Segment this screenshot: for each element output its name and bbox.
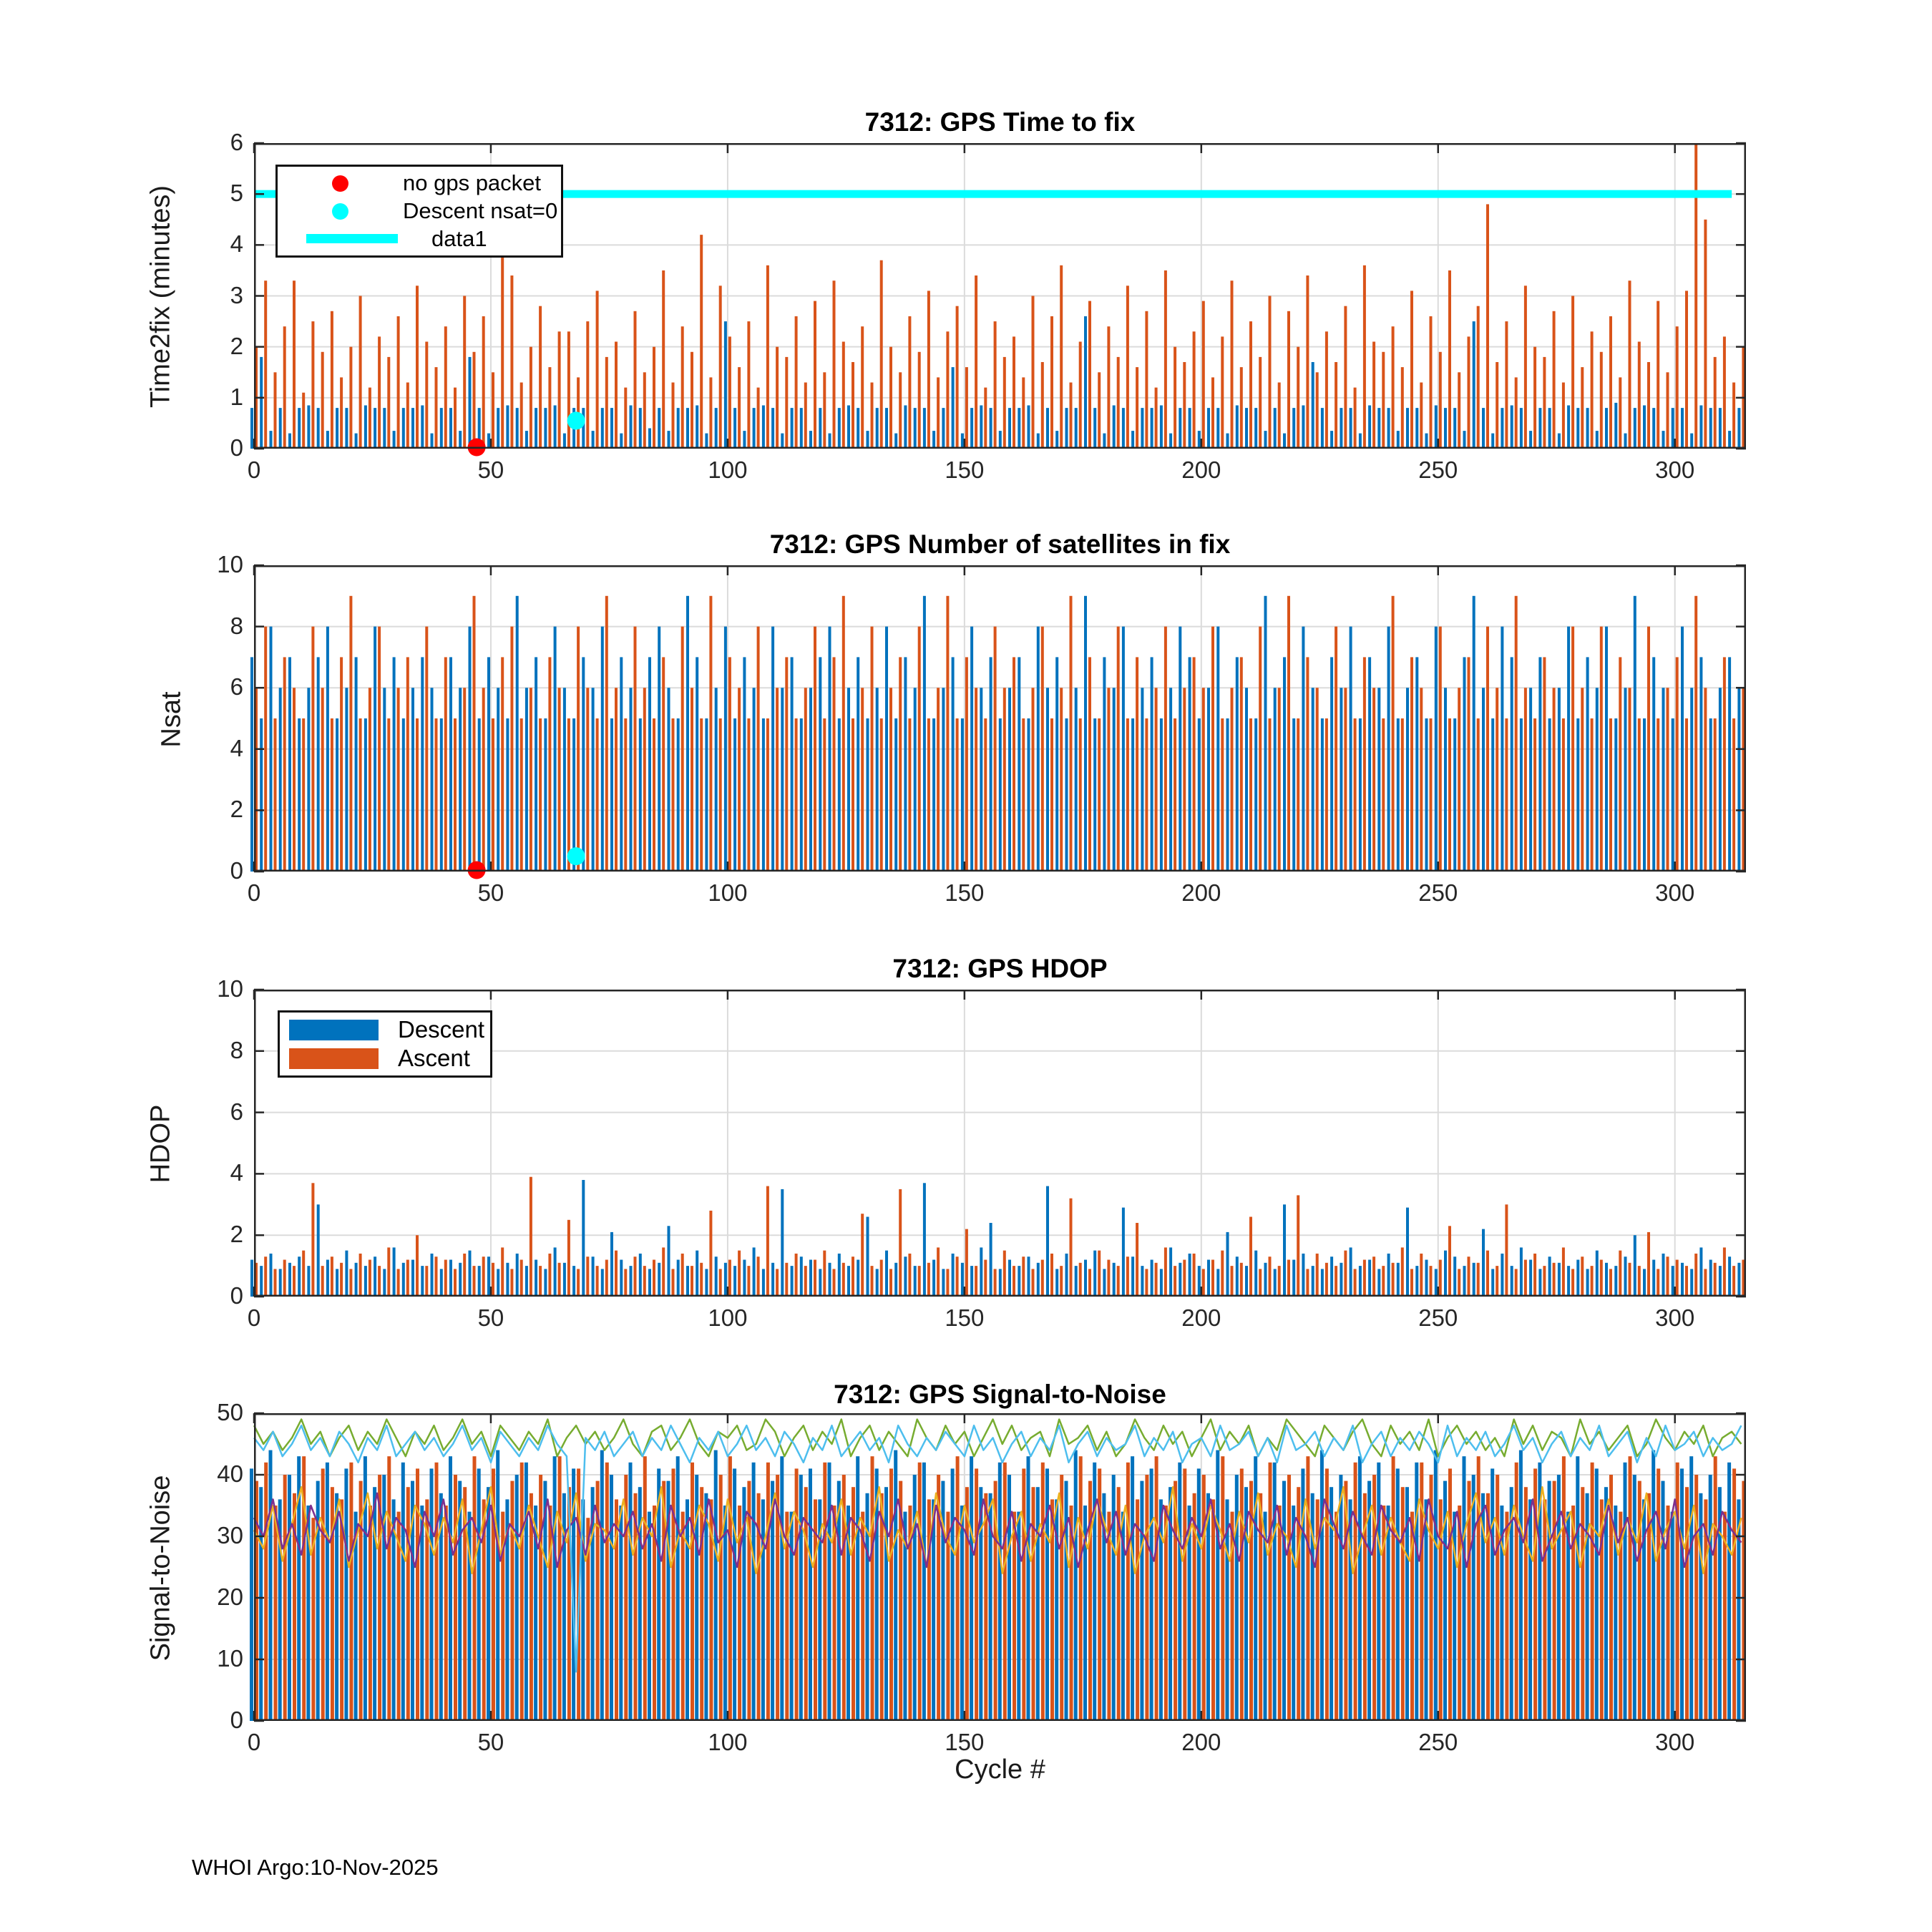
x-tick-label: 300 bbox=[1655, 1304, 1695, 1331]
legend-entry bbox=[278, 197, 561, 225]
x-tick-label: 100 bbox=[708, 879, 748, 906]
legend-entry bbox=[278, 225, 561, 253]
x-tick-label: 300 bbox=[1655, 879, 1695, 906]
y-tick-label: 40 bbox=[217, 1460, 243, 1487]
descent-swatch-icon bbox=[289, 1020, 379, 1040]
y-tick-label: 20 bbox=[217, 1584, 243, 1610]
y-tick-label: 1 bbox=[230, 383, 243, 410]
y-tick-label: 4 bbox=[230, 230, 243, 258]
x-tick-label: 0 bbox=[247, 1729, 261, 1755]
y-axis-label-nsat: Nsat bbox=[156, 691, 187, 748]
x-tick-label: 0 bbox=[247, 1304, 261, 1331]
y-tick-label: 0 bbox=[230, 1707, 243, 1733]
y-tick-label: 2 bbox=[230, 1221, 243, 1248]
y-tick-label: 2 bbox=[230, 332, 243, 359]
legend-label: Descent bbox=[398, 1016, 485, 1043]
x-tick-label: 50 bbox=[477, 457, 504, 483]
x-tick-label: 100 bbox=[708, 1304, 748, 1331]
chart-title-nsat: 7312: GPS Number of satellites in fix bbox=[769, 530, 1231, 559]
y-tick-label: 10 bbox=[217, 551, 243, 577]
y-tick-label: 0 bbox=[230, 434, 243, 461]
x-tick-label: 50 bbox=[477, 1304, 504, 1331]
legend-marker-cell bbox=[280, 1048, 398, 1069]
legend-marker-cell bbox=[278, 203, 403, 220]
x-tick-label: 300 bbox=[1655, 1729, 1695, 1755]
y-tick-label: 5 bbox=[230, 180, 243, 207]
descent-nsat0-dot-icon bbox=[332, 203, 348, 220]
y-tick-label: 10 bbox=[217, 1645, 243, 1672]
x-tick-label: 150 bbox=[945, 1729, 985, 1755]
y-tick-label: 3 bbox=[230, 281, 243, 308]
x-tick-label: 150 bbox=[945, 457, 985, 483]
y-tick-label: 2 bbox=[230, 796, 243, 823]
y-tick-label: 4 bbox=[230, 734, 243, 761]
y-tick-label: 50 bbox=[217, 1399, 243, 1425]
x-tick-label: 250 bbox=[1418, 1729, 1458, 1755]
y-tick-label: 6 bbox=[230, 673, 243, 701]
legend-label: no gps packet bbox=[403, 170, 542, 196]
x-tick-label: 50 bbox=[477, 879, 504, 906]
y-axis-label-hdop: HDOP bbox=[145, 1104, 176, 1184]
y-tick-label: 8 bbox=[230, 612, 243, 639]
x-tick-label: 200 bbox=[1181, 1729, 1221, 1755]
plot-area-nsat bbox=[254, 565, 1746, 872]
legend-marker-cell bbox=[280, 1020, 398, 1040]
legend-entry bbox=[280, 1044, 490, 1073]
x-tick-label: 200 bbox=[1181, 457, 1221, 483]
x-tick-label: 100 bbox=[708, 457, 748, 483]
ascent-swatch-icon bbox=[289, 1048, 379, 1069]
y-tick-label: 8 bbox=[230, 1036, 243, 1063]
y-axis-label-snr: Signal-to-Noise bbox=[145, 1475, 176, 1662]
x-tick-label: 300 bbox=[1655, 457, 1695, 483]
x-tick-label: 50 bbox=[477, 1729, 504, 1755]
y-tick-label: 6 bbox=[230, 129, 243, 155]
plot-area-snr bbox=[254, 1413, 1746, 1721]
chart-title-time2fix: 7312: GPS Time to fix bbox=[864, 107, 1136, 137]
y-tick-label: 10 bbox=[217, 975, 243, 1002]
chart-title-snr: 7312: GPS Signal-to-Noise bbox=[834, 1380, 1166, 1409]
legend-label: data1 bbox=[431, 225, 487, 251]
x-tick-label: 0 bbox=[247, 879, 261, 906]
x-tick-label: 250 bbox=[1418, 879, 1458, 906]
y-tick-label: 6 bbox=[230, 1098, 243, 1125]
legend-label: Descent nsat=0 bbox=[403, 198, 558, 223]
x-tick-label: 250 bbox=[1418, 457, 1458, 483]
x-tick-label: 150 bbox=[945, 1304, 985, 1331]
chart-title-hdop: 7312: GPS HDOP bbox=[892, 954, 1108, 983]
x-tick-label: 0 bbox=[247, 457, 261, 483]
legend-marker-cell bbox=[278, 234, 431, 243]
data1-line-icon bbox=[306, 234, 398, 243]
x-tick-label: 200 bbox=[1181, 1304, 1221, 1331]
y-tick-label: 4 bbox=[230, 1159, 243, 1186]
legend-entry bbox=[280, 1015, 490, 1044]
y-tick-label: 30 bbox=[217, 1522, 243, 1548]
x-tick-label: 100 bbox=[708, 1729, 748, 1755]
x-tick-label: 200 bbox=[1181, 879, 1221, 906]
legend-entry bbox=[278, 170, 561, 197]
legend-time2fix bbox=[275, 165, 563, 258]
y-tick-label: 0 bbox=[230, 857, 243, 884]
footer-stamp: WHOI Argo:10-Nov-2025 bbox=[192, 1855, 439, 1880]
y-tick-label: 0 bbox=[230, 1282, 243, 1309]
y-axis-label-time2fix: Time2fix (minutes) bbox=[145, 185, 176, 409]
x-tick-label: 250 bbox=[1418, 1304, 1458, 1331]
legend-marker-cell bbox=[278, 175, 403, 192]
legend-hdop bbox=[278, 1010, 492, 1078]
legend-label: Ascent bbox=[398, 1045, 470, 1071]
no-gps-packet-dot-icon bbox=[332, 175, 348, 192]
x-tick-label: 150 bbox=[945, 879, 985, 906]
x-axis-label: Cycle # bbox=[955, 1755, 1045, 1785]
